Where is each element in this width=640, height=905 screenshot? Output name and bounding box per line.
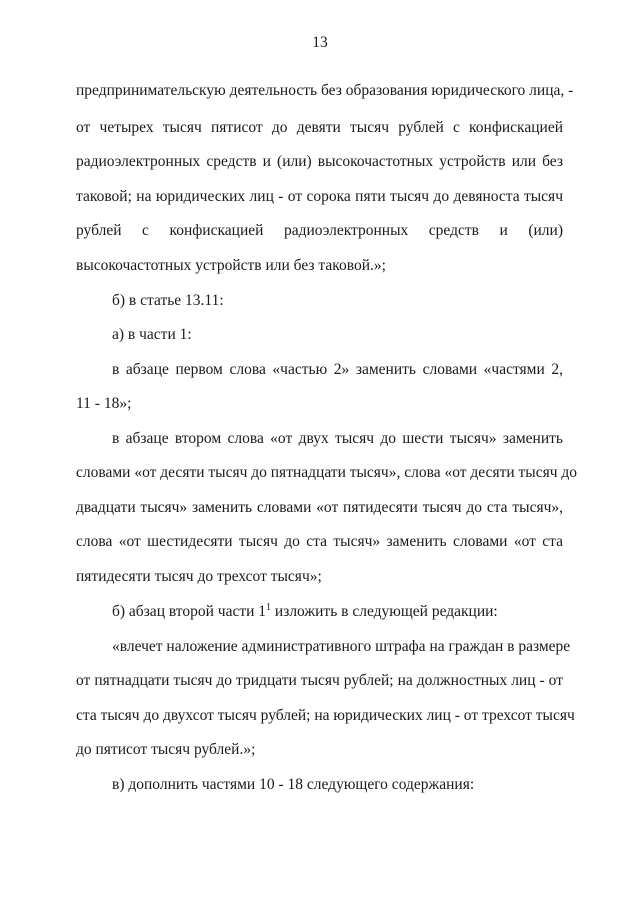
text-line: до пятисот тысяч рублей.»;	[76, 741, 256, 758]
page-number: 13	[312, 34, 328, 51]
text-line: б) в статье 13.11:	[112, 292, 224, 309]
text-line: двадцати тысяч» заменить словами «от пятидесяти тысяч до ста тысяч»,	[76, 499, 563, 516]
text-line: словами «от десяти тысяч до пятнадцати тысяч», слова «от десяти тысяч до	[76, 464, 578, 481]
text-segment: б) абзац второй части 1	[112, 603, 267, 620]
text-line: слова «от шестидесяти тысяч до ста тысяч» заменить словами «от ста	[76, 533, 563, 550]
text-segment: изложить в следующей редакции:	[271, 603, 498, 620]
text-line: от пятнадцати тысяч до тридцати тысяч рублей; на должностных лиц - от	[76, 672, 563, 689]
text-line: пятидесяти тысяч до трехсот тысяч»;	[76, 568, 322, 585]
text-line	[112, 602, 563, 622]
text-line: в абзаце первом слова «частью 2» заменить словами «частями 2,	[112, 361, 563, 378]
text-line: от четырех тысяч пятисот до девяти тысяч рублей с конфискацией	[76, 119, 563, 136]
text-line: а) в части 1:	[112, 326, 192, 343]
text-line: таковой; на юридических лиц - от сорока пяти тысяч до девяноста тысяч	[76, 188, 563, 205]
text-line: ста тысяч до двухсот тысяч рублей; на юридических лиц - от трехсот тысяч	[76, 707, 575, 724]
text-line: в абзаце втором слова «от двух тысяч до шести тысяч» заменить	[112, 430, 563, 447]
text-line: радиоэлектронных средств и (или) высокочастотных устройств или без	[76, 153, 563, 170]
text-line: рублей с конфискацией радиоэлектронных средств и (или)	[76, 222, 563, 239]
text-line: «влечет наложение административного штрафа на граждан в размере	[112, 638, 571, 655]
text-line: предпринимательскую деятельность без образования юридического лица, -	[76, 82, 574, 99]
text-line: высокочастотных устройств или без таковой.»;	[76, 257, 386, 274]
text-line: 11 - 18»;	[76, 395, 132, 412]
text-line: в) дополнить частями 10 - 18 следующего содержания:	[112, 776, 475, 793]
superscript: 1	[266, 601, 272, 613]
